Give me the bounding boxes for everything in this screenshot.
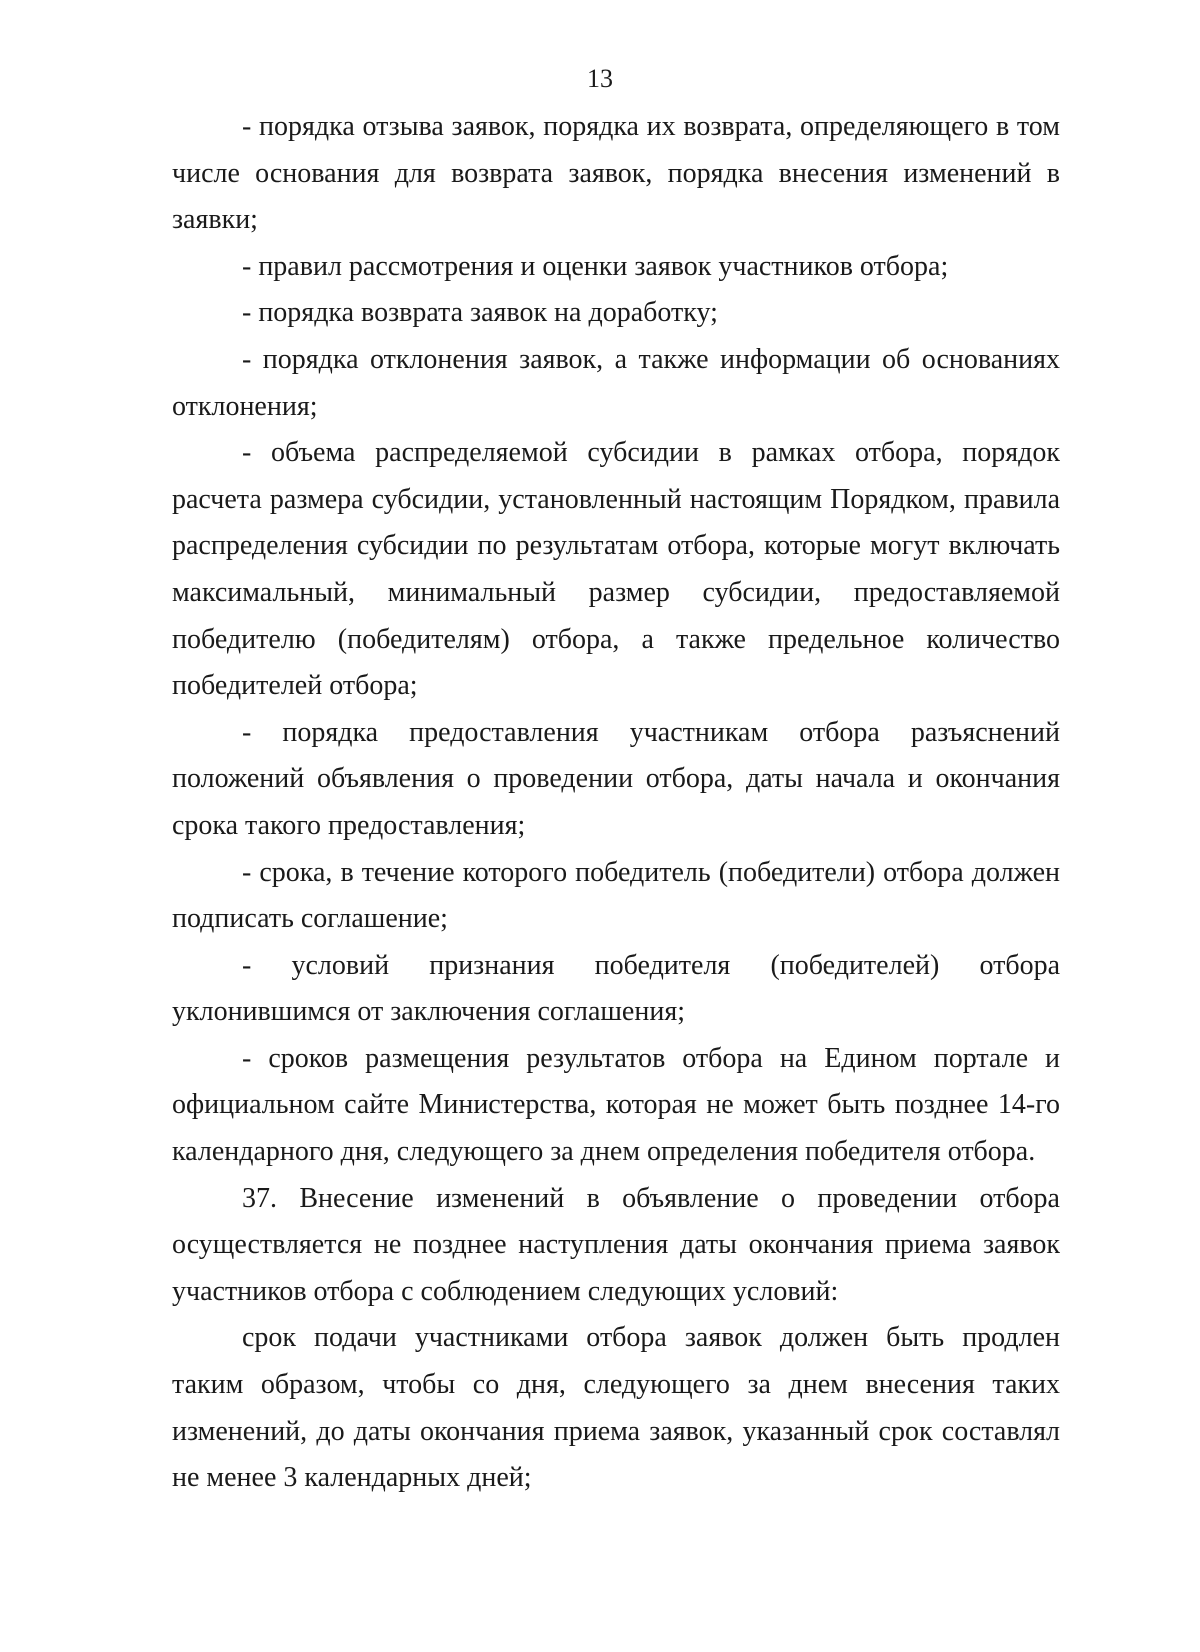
paragraph-subsidy-volume: - объема распределяемой субсидии в рамках отбора, порядок расчета размера субсидии, установленный настоящим Порядком, правила распределения субсидии по результатам отбора, которые могут включать максимальный, минимальный размер субсидии, предоставляемой победителю (победителям) отбора, а также предельное количество победителей отбора;: [172, 437, 1060, 702]
paragraph-clarifications-order: - порядка предоставления участникам отбора разъяснений положений объявления о проведении отбора, даты начала и окончания срока такого предоставления;: [172, 716, 1060, 841]
page-number: 13: [587, 64, 613, 93]
paragraph-withdrawal-order: - порядка отзыва заявок, порядка их возврата, определяющего в том числе основания для возврата заявок, порядка внесения изменений в заявки;: [172, 111, 1060, 236]
paragraph-evasion-conditions: - условий признания победителя (победителей) отбора уклонившимся от заключения соглашения;: [172, 949, 1060, 1028]
paragraph-rejection-order: - порядка отклонения заявок, а также информации об основаниях отклонения;: [172, 343, 1060, 422]
paragraph-submission-extension: срок подачи участниками отбора заявок должен быть продлен таким образом, чтобы со дня, следующего за днем внесения таких изменений, до даты окончания приема заявок, указанный срок составлял не менее 3 календарных дней;: [172, 1322, 1060, 1494]
paragraph-item-37: 37. Внесение изменений в объявление о проведении отбора осуществляется не позднее наступления даты окончания приема заявок участников отбора с соблюдением следующих условий:: [172, 1182, 1060, 1307]
paragraph-return-for-revision: - порядка возврата заявок на доработку;: [242, 297, 718, 329]
paragraph-results-publication: - сроков размещения результатов отбора на Едином портале и официальном сайте Министерства, которая не может быть позднее 14-го календарного дня, следующего за днем определения победителя отбора.: [172, 1042, 1060, 1168]
paragraph-agreement-deadline: - срока, в течение которого победитель (победители) отбора должен подписать соглашение;: [172, 856, 1060, 935]
paragraph-review-rules: - правил рассмотрения и оценки заявок участников отбора;: [242, 250, 949, 282]
document-body: [172, 104, 1060, 1502]
